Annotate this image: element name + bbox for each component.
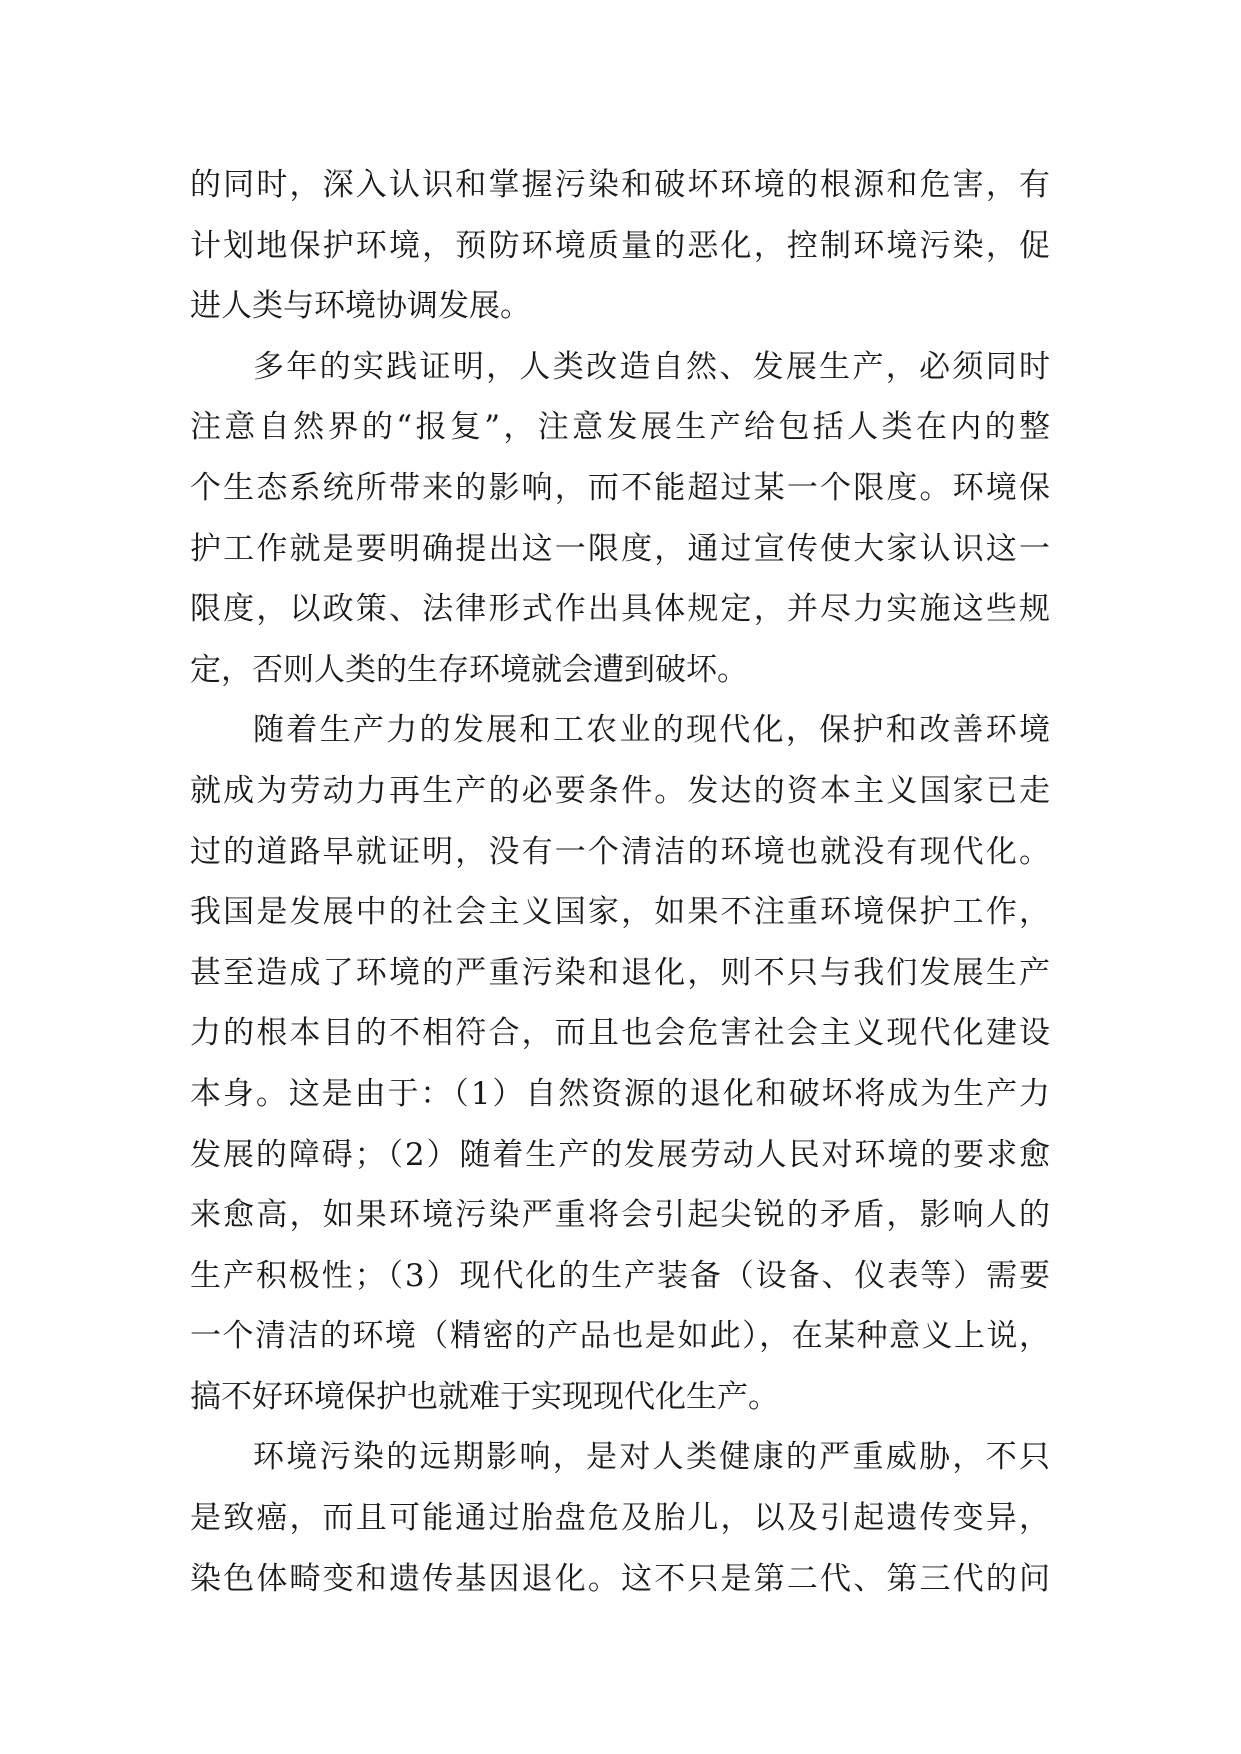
text-line: 限度，以政策、法律形式作出具体规定，并尽力实施这些规	[190, 591, 1050, 628]
text-line: 甚至造成了环境的严重污染和退化，则不只与我们发展生产	[190, 954, 1050, 991]
text-line: 个生态系统所带来的影响，而不能超过某一个限度。环境保	[190, 469, 1050, 506]
body-text	[190, 155, 1050, 1609]
text-line: 护工作就是要明确提出这一限度，通过宣传使大家认识这一	[190, 530, 1050, 567]
text-line: 搞不好环境保护也就难于实现现代化生产。	[190, 1378, 779, 1415]
text-line: 的同时，深入认识和掌握污染和破坏环境的根源和危害，有	[190, 167, 1050, 203]
text-line: 过的道路早就证明，没有一个清洁的环境也就没有现代化。	[190, 833, 1050, 870]
text-line: 发展的障碍；（2）随着生产的发展劳动人民对环境的要求愈	[190, 1136, 1050, 1173]
text-line: 就成为劳动力再生产的必要条件。发达的资本主义国家已走	[190, 772, 1050, 809]
text-line: 一个清洁的环境（精密的产品也是如此），在某种意义上说，	[190, 1318, 1050, 1355]
text-line: 随着生产力的发展和工农业的现代化，保护和改善环境	[253, 712, 1050, 749]
text-line: 注意自然界的“报复”，注意发展生产给包括人类在内的整	[190, 409, 1050, 446]
text-line: 力的根本目的不相符合，而且也会危害社会主义现代化建设	[190, 1015, 1050, 1052]
text-line: 生产积极性；（3）现代化的生产装备（设备、仪表等）需要	[190, 1257, 1050, 1294]
text-line: 进人类与环境协调发展。	[190, 288, 531, 325]
text-line: 环境污染的远期影响，是对人类健康的严重威胁，不只	[253, 1439, 1050, 1476]
text-line: 定，否则人类的生存环境就会遭到破坏。	[190, 651, 748, 688]
text-line: 我国是发展中的社会主义国家，如果不注重环境保护工作，	[190, 894, 1050, 931]
text-line: 染色体畸变和遗传基因退化。这不只是第二代、第三代的问	[190, 1560, 1050, 1597]
text-line: 是致癌，而且可能通过胎盘危及胎儿，以及引起遗传变异，	[190, 1500, 1050, 1537]
text-line: 本身。这是由于：（1）自然资源的退化和破坏将成为生产力	[190, 1075, 1050, 1112]
text-line: 来愈高，如果环境污染严重将会引起尖锐的矛盾，影响人的	[190, 1197, 1050, 1234]
text-line: 计划地保护环境，预防环境质量的恶化，控制环境污染，促	[190, 227, 1050, 264]
text-line: 多年的实践证明，人类改造自然、发展生产，必须同时	[253, 348, 1050, 385]
